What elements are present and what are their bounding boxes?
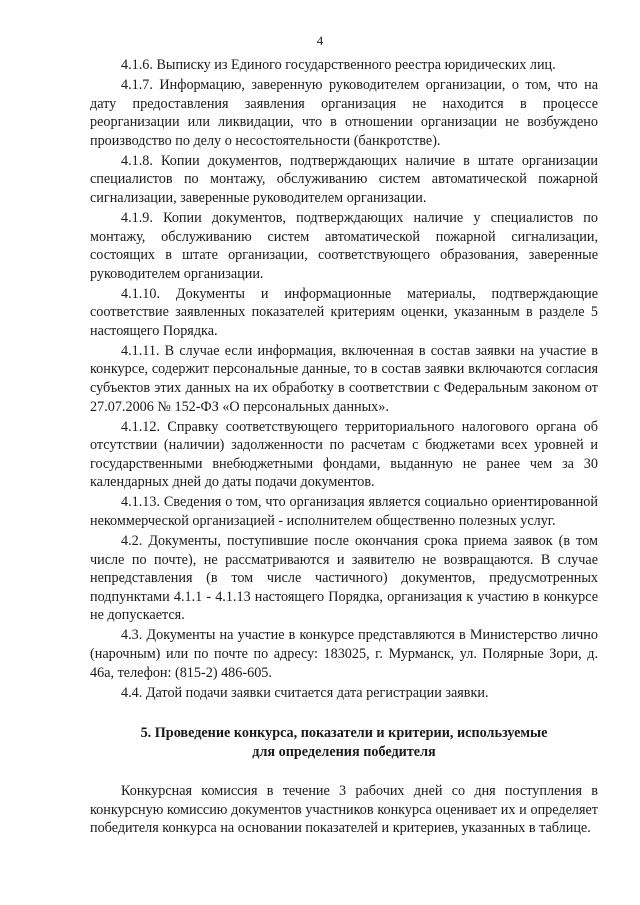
paragraph-4-1-12: 4.1.12. Справку соответствующего территориального налогового органа об отсутствии (наличии) задолженности по расчетам с бюджетами всех уровней и государственными внебюджетными фондами, выданную не ранее чем за 30 календарных дней до даты подачи документов. bbox=[90, 418, 598, 491]
page-number: 4 bbox=[316, 33, 324, 48]
paragraph-4-3: 4.3. Документы на участие в конкурсе представляются в Министерство лично (нарочным) или по почте по адресу: 183025, г. Мурманск, ул. Полярные Зори, д. 46а, телефон: (815-2) 486-605. bbox=[90, 627, 598, 681]
section-5-intro-paragraph: Конкурсная комиссия в течение 3 рабочих дней со дня поступления в конкурсную комиссию документов участников конкурса оценивает их и определяет победителя конкурса на основании показателей и критериев, указанных в таблице. bbox=[90, 783, 598, 837]
document-body bbox=[90, 56, 598, 839]
paragraph-4-1-6: 4.1.6. Выписку из Единого государственного реестра юридических лиц. bbox=[121, 57, 556, 73]
section-5-heading-line-2: для определения победителя bbox=[252, 743, 436, 760]
paragraph-4-1-10: 4.1.10. Документы и информационные материалы, подтверждающие соответствие заявленных показателей критериям оценки, указанным в разделе 5 настоящего Порядка. bbox=[90, 285, 598, 339]
paragraph-4-1-8: 4.1.8. Копии документов, подтверждающих наличие в штате организации специалистов по монтажу, обслуживанию систем автоматической пожарной сигнализации, заверенные руководителем организации. bbox=[90, 152, 598, 206]
paragraph-4-2: 4.2. Документы, поступившие после окончания срока приема заявок (в том числе по почте), не рассматриваются и заявителю не возвращаются. В случае непредставления (в том числе частичного) документов, предусмотренных подпунктами 4.1.1 - 4.1.13 настоящего Порядка, организация к участию в конкурсе не допускается. bbox=[90, 532, 598, 624]
section-5-heading-line-1: 5. Проведение конкурса, показатели и критерии, используемые bbox=[140, 725, 548, 742]
section-5-heading bbox=[90, 724, 598, 761]
paragraph-4-1-13: 4.1.13. Сведения о том, что организация является социально ориентированной некоммерческой организацией - исполнителем общественно полезных услуг. bbox=[90, 494, 598, 529]
paragraph-4-1-9: 4.1.9. Копии документов, подтверждающих наличие у специалистов по монтажу, обслуживанию систем автоматической пожарной сигнализации, состоящих в штате организации, соответствующего образования, заверенные руководителем организации. bbox=[90, 209, 598, 282]
paragraph-4-1-11: 4.1.11. В случае если информация, включенная в состав заявки на участие в конкурсе, содержит персональные данные, то в состав заявки включаются согласия субъектов этих данных на их обработку в соответствии с Федеральным законом от 27.07.2006 № 152-ФЗ «О персональных данных». bbox=[90, 342, 598, 415]
paragraph-4-1-7: 4.1.7. Информацию, заверенную руководителем организации, о том, что на дату предоставления заявления организация не находится в процессе реорганизации или ликвидации, что в отношении организации не возбуждено производство по делу о несостоятельности (банкротстве). bbox=[90, 76, 598, 149]
paragraph-4-4: 4.4. Датой подачи заявки считается дата регистрации заявки. bbox=[121, 684, 489, 701]
